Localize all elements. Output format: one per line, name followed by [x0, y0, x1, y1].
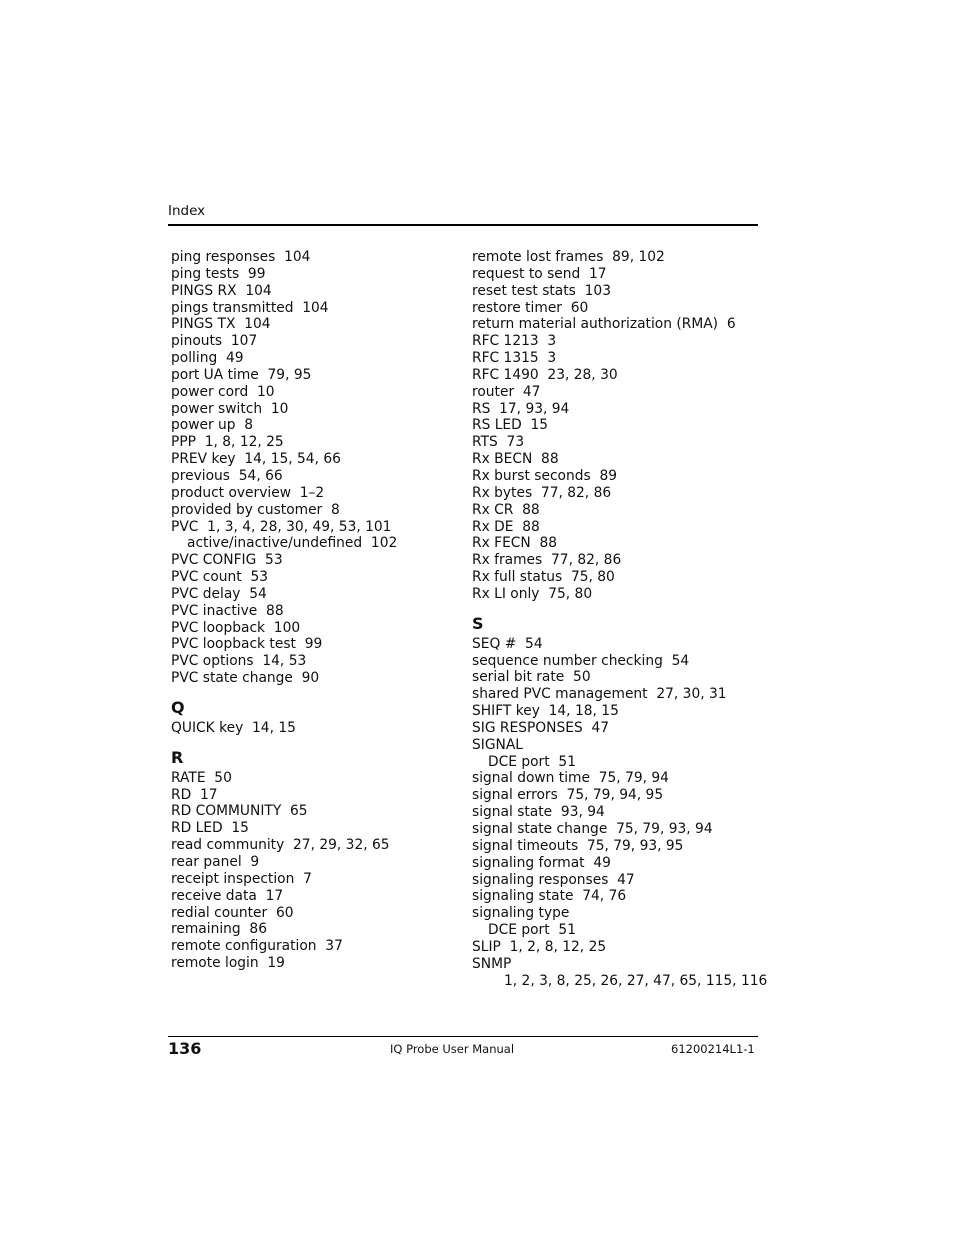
- index-entry: QUICK key 14, 15: [171, 719, 296, 736]
- page-number: 136: [168, 1039, 202, 1058]
- index-entry: RFC 1213 3: [472, 333, 557, 350]
- index-entry: SIG RESPONSES 47: [472, 719, 610, 736]
- index-entry: signaling format 49: [472, 854, 611, 871]
- index-entry: signal timeouts 75, 79, 93, 95: [472, 837, 684, 854]
- index-entry: ping tests 99: [171, 265, 266, 282]
- index-letter-heading: S: [472, 613, 484, 633]
- index-entry: router 47: [472, 383, 541, 400]
- index-entry: rear panel 9: [171, 854, 260, 870]
- index-entry: remote login 19: [171, 955, 285, 972]
- index-subentry: active/inactive/undefined 102: [187, 535, 398, 552]
- index-column-right: [472, 249, 767, 989]
- index-entry: RS 17, 93, 94: [472, 400, 570, 417]
- index-entry: receive data 17: [171, 887, 284, 904]
- index-entry: SHIFT key 14, 18, 15: [472, 703, 619, 720]
- index-entry: signaling state 74, 76: [472, 888, 627, 905]
- index-entry: RTS 73: [472, 434, 525, 451]
- index-entry: restore timer 60: [472, 299, 589, 316]
- header-rule: [168, 224, 758, 226]
- index-entry: ping responses 104: [171, 249, 311, 265]
- index-entry: power up 8: [171, 417, 254, 434]
- index-entry: Rx full status 75, 80: [472, 569, 615, 586]
- index-entry: PINGS TX 104: [171, 316, 271, 333]
- index-entry: signal errors 75, 79, 94, 95: [472, 787, 664, 804]
- index-entry: Rx FECN 88: [472, 535, 558, 552]
- index-entry: power switch 10: [171, 400, 289, 417]
- index-entry: PINGS RX 104: [171, 282, 272, 299]
- index-entry: sequence number checking 54: [472, 652, 690, 669]
- index-entry: Rx burst seconds 89: [472, 467, 618, 484]
- index-entry: Rx CR 88: [472, 501, 540, 518]
- index-entry: polling 49: [171, 350, 244, 367]
- index-entry: RFC 1490 23, 28, 30: [472, 366, 618, 383]
- index-entry: remote lost frames 89, 102: [472, 249, 665, 265]
- index-entry: Rx LI only 75, 80: [472, 585, 593, 602]
- index-entry: PVC loopback 100: [171, 619, 301, 636]
- index-entry: serial bit rate 50: [472, 669, 591, 686]
- index-entry: PREV key 14, 15, 54, 66: [171, 451, 341, 468]
- footer-manual-title: IQ Probe User Manual: [390, 1042, 515, 1056]
- index-letter-heading: R: [171, 747, 184, 767]
- index-entry: SLIP 1, 2, 8, 12, 25: [472, 938, 607, 955]
- index-entry: power cord 10: [171, 383, 275, 400]
- index-entry: RFC 1315 3: [472, 350, 557, 367]
- index-letter-heading: Q: [171, 697, 185, 717]
- index-entry: PVC CONFIG 53: [171, 552, 283, 569]
- index-column-left: [171, 249, 397, 972]
- index-entry: RD LED 15: [171, 820, 249, 837]
- index-entry: pinouts 107: [171, 333, 258, 350]
- index-entry: RD 17: [171, 786, 218, 803]
- index-entry: port UA time 79, 95: [171, 366, 312, 383]
- index-entry: signaling type: [472, 905, 570, 922]
- index-entry: SIGNAL: [472, 736, 523, 753]
- index-entry: PPP 1, 8, 12, 25: [171, 434, 284, 451]
- index-entry: request to send 17: [472, 265, 607, 282]
- index-entry: signal down time 75, 79, 94: [472, 770, 669, 787]
- index-entry: previous 54, 66: [171, 467, 283, 484]
- index-entry: signal state 93, 94: [472, 804, 605, 821]
- index-entry: PVC inactive 88: [171, 602, 284, 619]
- index-entry: PVC loopback test 99: [171, 636, 323, 653]
- index-entry: signaling responses 47: [472, 871, 635, 888]
- index-entry: product overview 1–2: [171, 484, 325, 501]
- footer-document-number: 61200214L1-1: [671, 1042, 755, 1056]
- index-entry: PVC delay 54: [171, 585, 267, 602]
- index-entry: read community 27, 29, 32, 65: [171, 837, 390, 854]
- index-entry: signal state change 75, 79, 93, 94: [472, 821, 713, 837]
- index-entry: RATE 50: [171, 769, 232, 786]
- index-entry: remaining 86: [171, 921, 267, 938]
- index-entry: SEQ # 54: [472, 635, 543, 652]
- index-subentry: DCE port 51: [488, 753, 576, 770]
- index-entry: return material authorization (RMA) 6: [472, 316, 736, 333]
- index-subentry: DCE port 51: [488, 922, 576, 939]
- index-entry: RD COMMUNITY 65: [171, 803, 308, 820]
- index-entry: reset test stats 103: [472, 282, 611, 299]
- index-entry: receipt inspection 7: [171, 870, 312, 887]
- index-entry: Rx BECN 88: [472, 451, 559, 468]
- index-entry: RS LED 15: [472, 417, 549, 434]
- index-entry: Rx bytes 77, 82, 86: [472, 484, 612, 501]
- index-entry: redial counter 60: [171, 904, 294, 921]
- index-entry: provided by customer 8: [171, 501, 340, 518]
- index-entry: PVC 1, 3, 4, 28, 30, 49, 53, 101: [171, 518, 392, 535]
- index-entry: SNMP: [472, 955, 512, 972]
- index-entry: remote configuration 37: [171, 938, 343, 955]
- index-entry: Rx DE 88: [472, 518, 540, 535]
- running-header: Index: [168, 203, 206, 219]
- footer-rule: [168, 1036, 758, 1037]
- index-entry: shared PVC management 27, 30, 31: [472, 686, 727, 703]
- index-subentry: 1, 2, 3, 8, 25, 26, 27, 47, 65, 115, 116: [504, 972, 768, 989]
- index-entry: PVC count 53: [171, 569, 269, 586]
- index-entry: PVC options 14, 53: [171, 653, 307, 670]
- index-entry: Rx frames 77, 82, 86: [472, 552, 622, 569]
- index-entry: PVC state change 90: [171, 670, 320, 687]
- index-entry: pings transmitted 104: [171, 299, 329, 316]
